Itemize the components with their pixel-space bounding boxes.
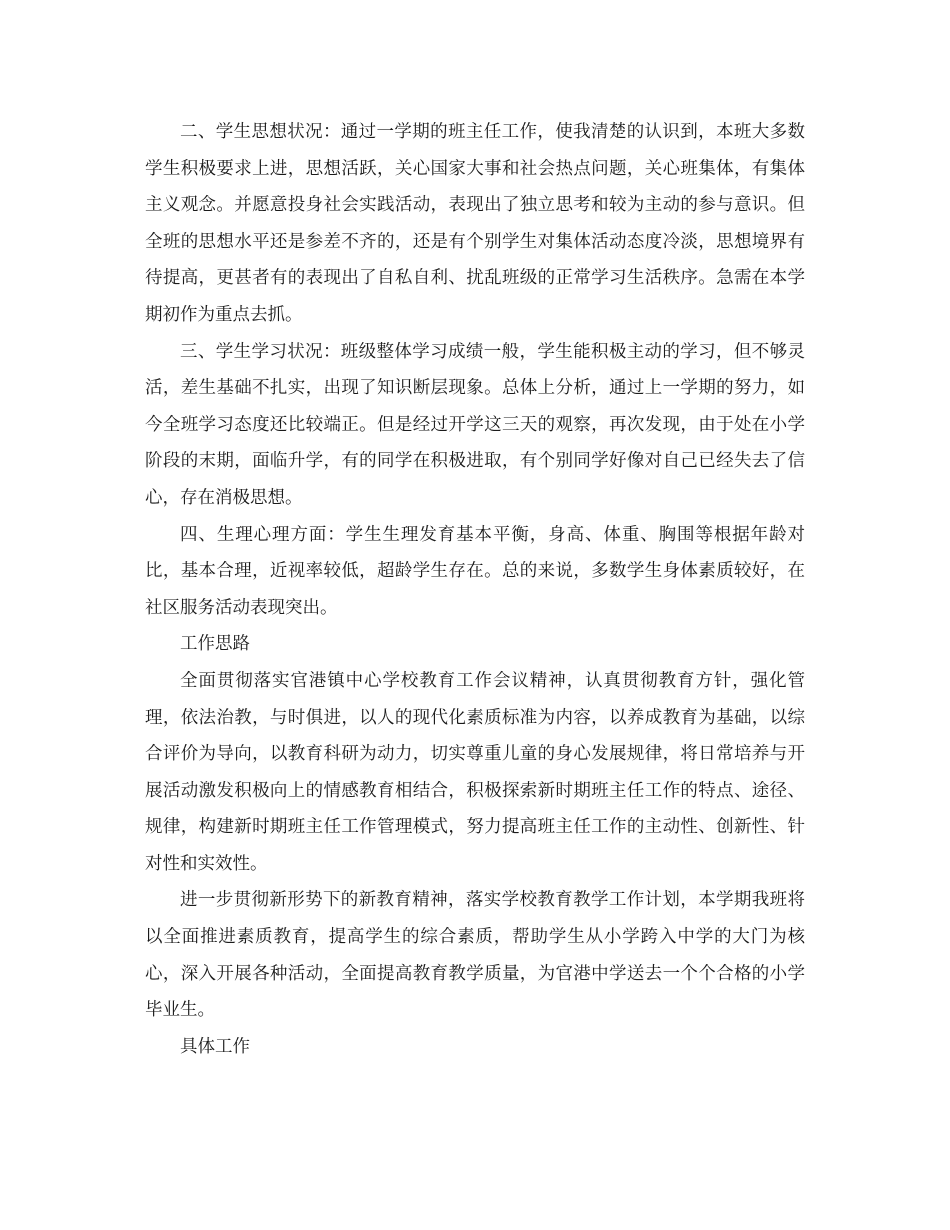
paragraph-student-learning: 三、学生学习状况：班级整体学习成绩一般，学生能积极主动的学习，但不够灵活，差生基础不扎实，出现了知识断层现象。总体上分析，通过上一学期的努力，如今全班学习态度还比较端正。但是经过开学这三天的观察，再次发现，由于处在小学阶段的末期，面临升学，有的同学在积极进取，有个别同学好像对自己已经失去了信心，存在消极思想。 [145, 341, 805, 508]
heading-work-approach: 工作思路 [180, 634, 250, 655]
document-page [145, 114, 805, 1065]
paragraph-physiology-psychology: 四、生理心理方面：学生生理发育基本平衡，身高、体重、胸围等根据年龄对比，基本合理，近视率较低，超龄学生存在。总的来说，多数学生身体素质较好，在社区服务活动表现突出。 [145, 524, 805, 618]
paragraph-student-thinking: 二、学生思想状况：通过一学期的班主任工作，使我清楚的认识到，本班大多数学生积极要求上进，思想活跃，关心国家大事和社会热点问题，关心班集体，有集体主义观念。并愿意投身社会实践活动，表现出了独立思考和较为主动的参与意识。但全班的思想水平还是参差不齐的，还是有个别学生对集体活动态度冷淡，思想境界有待提高，更甚者有的表现出了自私自利、扰乱班级的正常学习生活秩序。急需在本学期初作为重点去抓。 [145, 122, 805, 325]
heading-specific-work: 具体工作 [180, 1036, 250, 1057]
paragraph-education-spirit: 进一步贯彻新形势下的新教育精神，落实学校教育教学工作计划，本学期我班将以全面推进素质教育，提高学生的综合素质，帮助学生从小学跨入中学的大门为核心，深入开展各种活动，全面提高教育教学质量，为官港中学送去一个个合格的小学毕业生。 [145, 890, 805, 1021]
paragraph-work-approach-body: 全面贯彻落实官港镇中心学校教育工作会议精神，认真贯彻教育方针，强化管理，依法治教，与时俱进，以人的现代化素质标准为内容，以养成教育为基础，以综合评价为导向，以教育科研为动力，切实尊重儿童的身心发展规律，将日常培养与开展活动激发积极向上的情感教育相结合，积极探索新时期班主任工作的特点、途径、规律，构建新时期班主任工作管理模式，努力提高班主任工作的主动性、创新性、针对性和实效性。 [145, 670, 805, 874]
